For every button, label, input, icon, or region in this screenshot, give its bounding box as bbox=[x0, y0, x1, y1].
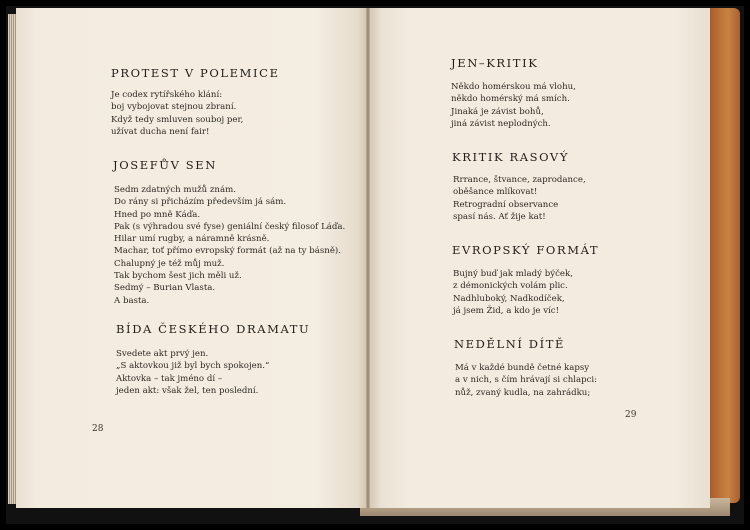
poem-body bbox=[111, 89, 243, 138]
poem-line: Aktovka – tak jméno dí – bbox=[116, 373, 223, 384]
poem-line: Sedm zdatných mužů znám. bbox=[114, 185, 236, 195]
book-spine bbox=[366, 8, 370, 508]
poem-line: někdo homérský má smích. bbox=[451, 94, 570, 105]
poem-line: „S aktovkou již byl bych spokojen.“ bbox=[116, 361, 270, 372]
poem-line: Hned po mně Káďa. bbox=[114, 209, 201, 220]
poem-line: Když tedy smluven souboj per, bbox=[111, 114, 244, 125]
poem-line: jeden akt: však žel, ten poslední. bbox=[116, 385, 259, 396]
poem-title: EVROPSKÝ FORMÁT bbox=[452, 243, 600, 257]
poem-line: Tak bychom šest jich měli už. bbox=[114, 271, 242, 282]
poem-line: nůž, zvaný kudla, na zahrádku; bbox=[455, 387, 591, 398]
poem-title: PROTEST V POLEMICE bbox=[111, 66, 280, 80]
poem-line: užívat ducha není fair! bbox=[111, 126, 210, 137]
poem-line: já jsem Žid, a kdo je víc! bbox=[453, 305, 560, 316]
poem-body bbox=[453, 268, 573, 317]
poem-line: Jinaká je závist bohů, bbox=[451, 106, 544, 117]
poem-line: spasí nás. Ať žije kat! bbox=[453, 211, 546, 222]
poem-line: Pak (s výhradou své fyse) geniální český filosof Láďa. bbox=[114, 221, 346, 232]
poem-body bbox=[114, 184, 345, 307]
poem-line: Má v každé bundě četné kapsy bbox=[455, 363, 590, 373]
poem-title: JEN–KRITIK bbox=[451, 56, 539, 70]
poem-line: Retrogradní observance bbox=[453, 199, 559, 210]
poem-title: BÍDA ČESKÉHO DRAMATU bbox=[116, 322, 311, 336]
poem-line: Je codex rytířského klání: bbox=[111, 90, 223, 100]
poem-line: Svedete akt prvý jen. bbox=[116, 349, 209, 359]
page-number: 29 bbox=[625, 410, 637, 420]
poem-line: jiná závist neplodných. bbox=[451, 118, 551, 129]
page-number: 28 bbox=[92, 424, 104, 434]
poem-body bbox=[455, 362, 597, 399]
poem-line: Někdo homérskou má vlohu, bbox=[451, 82, 576, 92]
poem-body bbox=[453, 174, 586, 223]
poem-title: KRITIK RASOVÝ bbox=[452, 150, 570, 164]
poem-line: Nadhluboký, Nadkodíček, bbox=[453, 293, 565, 304]
poem-line: Rrrance, štvance, zaprodance, bbox=[453, 175, 586, 185]
poem-line: Machar, toť přímo evropský formát (až na ty básně). bbox=[114, 246, 341, 257]
poem-body bbox=[451, 81, 576, 130]
poem-title: JOSEFŮV SEN bbox=[113, 158, 217, 172]
poem-line: Do rány si přicházím především já sám. bbox=[114, 197, 287, 208]
poem-line: Bujný buď jak mladý býček, bbox=[453, 269, 573, 279]
poem-line: Chalupný je též můj muž. bbox=[114, 258, 225, 269]
poem-title: NEDĚLNÍ DÍTĚ bbox=[454, 337, 565, 351]
poem-line: a v nich, s čím hrávají si chlapci: bbox=[455, 375, 598, 386]
poem-line: Hilar umí rugby, a náramně krásně. bbox=[114, 234, 270, 245]
poem-line: Sedmý – Burian Vlasta. bbox=[114, 283, 216, 294]
poem-line: A basta. bbox=[114, 295, 150, 306]
poem-line: z démonických volám plic. bbox=[453, 281, 568, 292]
poem-body bbox=[116, 348, 269, 397]
poem-line: oběšance mlíkovat! bbox=[453, 187, 538, 198]
poem-line: boj vybojovat stejnou zbraní. bbox=[111, 102, 237, 113]
